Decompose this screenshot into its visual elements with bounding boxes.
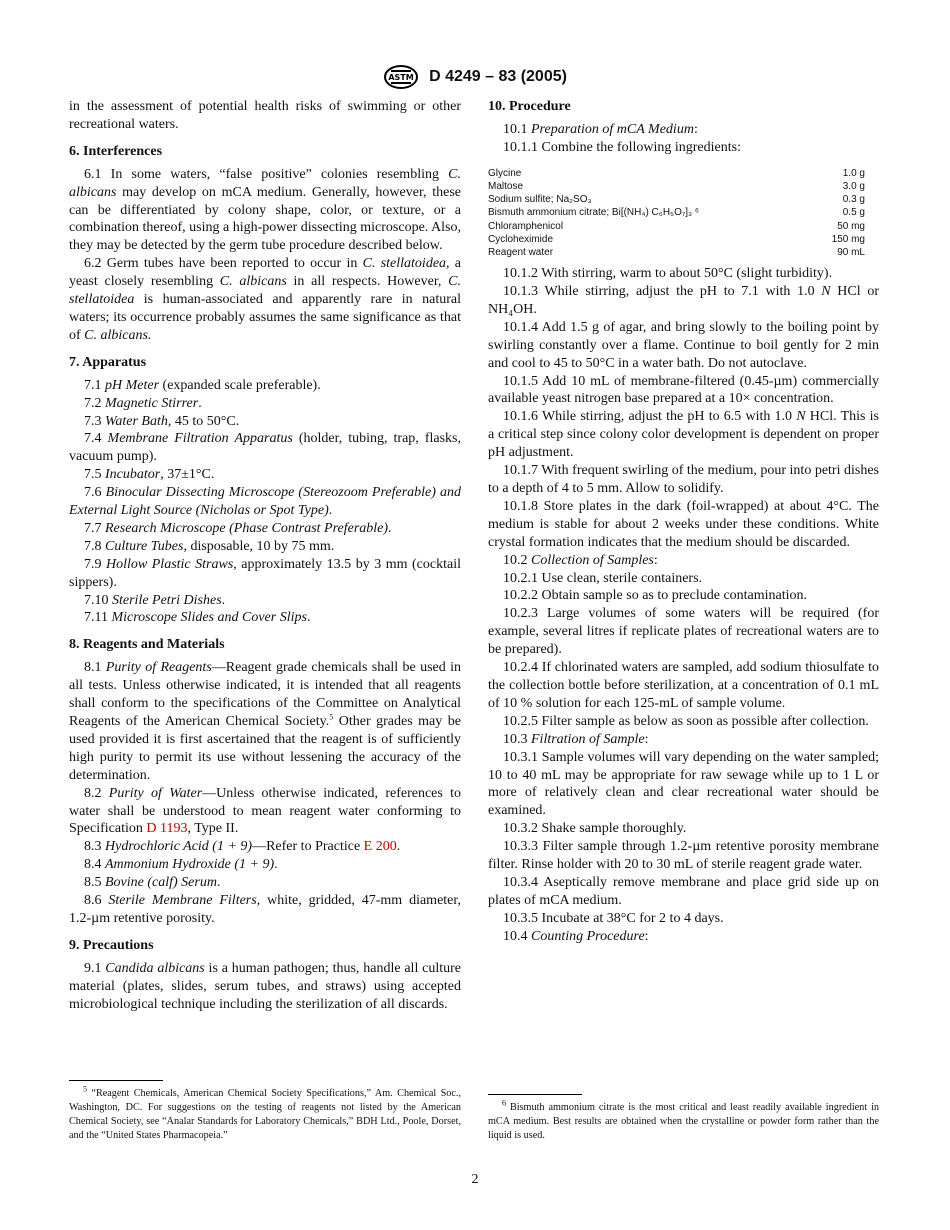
right-column [488, 98, 879, 946]
ingredient-amount: 0.5 g [842, 207, 865, 219]
ingredient-amount: 0.3 g [842, 194, 865, 206]
paragraph-10-1-3: 10.1.3 While stirring, adjust the pH to 7.1 with 1.0 N HCl or NH₄OH. [488, 284, 879, 317]
ingredients-table [488, 167, 879, 259]
paragraph-10-1-4: 10.1.4 Add 1.5 g of agar, and bring slowly to the boiling point by swirling constantly over a flame. Continue to boil gently for 2 min and cool to 45 to 50°C in a water bath. Do not autoclave. [488, 319, 879, 371]
apparatus-item: 7.9 Hollow Plastic Straws, approximately 13.5 by 3 mm (cocktail sippers). [69, 556, 461, 590]
section-heading-reagents: 8. Reagents and Materials [69, 637, 225, 653]
ingredient-row [488, 180, 879, 193]
section-heading-precautions: 9. Precautions [69, 937, 154, 953]
paragraph-10-1-1: 10.1.1 Combine the following ingredients: [503, 139, 741, 155]
apparatus-item: 7.3 Water Bath, 45 to 50°C. [84, 413, 240, 429]
paragraph-10-2-3: 10.2.3 Large volumes of some waters will be required (for example, several litres if replicate plates of recreational waters are to be prepared). [488, 606, 879, 658]
paragraph-10-1-5: 10.1.5 Add 10 mL of membrane-filtered (0.45-µm) commercially available yeast nitrogen base prepared at a 10× concentration. [488, 373, 879, 407]
section-heading-interferences: 6. Interferences [69, 143, 163, 159]
apparatus-item: 7.8 Culture Tubes, disposable, 10 by 75 mm. [84, 538, 335, 554]
paragraph-10-1-2: 10.1.2 With stirring, warm to about 50°C (slight turbidity). [503, 266, 833, 282]
ingredient-name: Bismuth ammonium citrate; Bi[(NH₄) C₆H₅O₇]₃ ⁶ [488, 207, 700, 219]
paragraph-10-2: 10.2 Collection of Samples: [503, 552, 658, 568]
footnote-text: $^5$ “Reagent Chemicals, American Chemical Society Specifications,” Am. Chemical Soc., Washington, DC. For suggestions on the testing of reagents not listed by the American Chemical Society, see “Analar Standards for Laboratory Chemicals,” BDH Ltd., Poole, Dorset, and the “United States Pharmacopeia.” [69, 1084, 461, 1141]
paragraph-10-2-4: 10.2.4 If chlorinated waters are sampled, add sodium thiosulfate to the collection bottle before sterilization, at a concentration of 0.1 mL of 10 % solution for each 125-mL of sample volume. [488, 660, 879, 711]
apparatus-item: 7.6 Binocular Dissecting Microscope (Stereozoom Preferable) and External Light Source (Nicholas or Spot Type). [69, 485, 461, 519]
footnote-5 [69, 1080, 461, 1143]
apparatus-list [69, 377, 461, 628]
document-designation: D 4249 – 83 (2005) [429, 68, 567, 85]
footnote-divider [69, 1080, 163, 1081]
ingredient-row [488, 233, 879, 246]
paragraph-8-1: 8.1 Purity of Reagents—Reagent grade chemicals shall be used in all tests. Unless otherwise indicated, it is intended that all reagents shall conform to the specifications of the Committee on Analytical Reagents of the American Chemical Society.$^5$ Other grades may be used provided it is first ascertained that the reagent is of sufficiently high purity to permit its use without lessening the accuracy of the determination. [69, 660, 462, 783]
footnote-text: $^6$ Bismuth ammonium citrate is the most critical and least readily available ingredient in mCA medium. Best results are obtained when the crystalline or powder form rather than the liquid is used. [488, 1098, 879, 1141]
paragraph-9-1: 9.1 Candida albicans is a human pathogen; thus, handle all culture material (plates, slides, serum tubes, and straws) using accepted microbiological technique including the sterilization of all discards. [69, 960, 461, 1012]
paragraph-10-2-5: 10.2.5 Filter sample as below as soon as possible after collection. [503, 713, 869, 729]
page-number: 2 [471, 1172, 479, 1187]
section-heading-apparatus: 7. Apparatus [69, 354, 147, 370]
ingredient-amount: 1.0 g [842, 167, 865, 179]
paragraph-10-1-6: 10.1.6 While stirring, adjust the pH to 6.5 with 1.0 N HCl. This is a critical step since colony color development is dependent on proper pH adjustment. [488, 409, 879, 461]
page-header [0, 64, 950, 90]
ingredient-name: Cycloheximide [488, 233, 554, 245]
paragraph-6-2: 6.2 Germ tubes have been reported to occur in C. stellatoidea, a yeast closely resembling C. albicans in all respects. However, C. stellatoidea is human-associated and apparently rare in natural waters; its occurrence probably assumes the same significance as that of C. albicans. [69, 256, 462, 343]
ingredient-name: Chloramphenicol [488, 220, 564, 232]
paragraph-10-1-7: 10.1.7 With frequent swirling of the medium, pour into petri dishes to a depth of 4 to 5 mm. Allow to solidify. [488, 463, 879, 497]
paragraph-10-3-2: 10.3.2 Shake sample thoroughly. [503, 821, 687, 837]
ingredient-amount: 50 mg [837, 220, 865, 232]
apparatus-item: 7.7 Research Microscope (Phase Contrast Preferable). [84, 520, 392, 536]
left-column [69, 98, 461, 1014]
paragraph-10-2-1: 10.2.1 Use clean, sterile containers. [503, 570, 703, 586]
section-heading-procedure: 10. Procedure [488, 99, 571, 114]
paragraph-8-5: 8.5 Bovine (calf) Serum. [84, 875, 221, 891]
paragraph-8-4: 8.4 Ammonium Hydroxide (1 + 9). [84, 857, 278, 873]
ingredient-amount: 3.0 g [842, 180, 865, 192]
astm-logo-icon [383, 64, 419, 90]
link-d1193[interactable]: D 1193 [146, 821, 188, 837]
footnote-divider [488, 1094, 582, 1095]
ingredient-name: Sodium sulfite; Na₂SO₃ [488, 194, 592, 206]
ingredient-amount: 150 mg [831, 233, 865, 245]
link-e200[interactable]: E 200 [363, 839, 397, 855]
paragraph-6-1: 6.1 In some waters, “false positive” colonies resembling C. albicans may develop on mCA medium. Generally, however, these can be differentiated by colony shape, color, or texture, or a combination thereof, using a high-power dissecting microscope. Also, they may be detected by the germ tube procedure described below. [69, 166, 461, 254]
apparatus-item: 7.4 Membrane Filtration Apparatus (holder, tubing, trap, flasks, vacuum pump). [69, 431, 462, 465]
paragraph-8-2: 8.2 Purity of Water—Unless otherwise indicated, references to water shall be understood to mean reagent water conforming to Specification D 1193, Type II. [69, 785, 462, 837]
paragraph-10-1: 10.1 Preparation of mCA Medium: [503, 121, 698, 137]
paragraph: in the assessment of potential health risks of swimming or other recreational waters. [69, 99, 461, 132]
apparatus-item: 7.2 Magnetic Stirrer. [84, 395, 202, 411]
svg-text:ASTM: ASTM [388, 73, 414, 82]
paragraph-10-2-2: 10.2.2 Obtain sample so as to preclude contamination. [503, 588, 808, 604]
ingredient-row [488, 246, 879, 259]
paragraph-10-3-4: 10.3.4 Aseptically remove membrane and place grid side up on plates of mCA medium. [488, 874, 879, 908]
paragraph-10-3-1: 10.3.1 Sample volumes will vary depending on the water sampled; 10 to 40 mL may be appropriate for raw sewage while up to 1 L or more of relatively clean and clear recreational water should be examined. [488, 749, 879, 819]
paragraph-10-4: 10.4 Counting Procedure: [503, 928, 649, 944]
paragraph-10-1-8: 10.1.8 Store plates in the dark (foil-wrapped) at about 4°C. The medium is stable for about 2 weeks under these conditions. White crystal formation indicates that the medium should be discarded. [488, 498, 879, 550]
apparatus-item: 7.10 Sterile Petri Dishes. [84, 592, 226, 608]
footnote-6 [488, 1094, 879, 1143]
ingredient-row [488, 193, 879, 206]
ingredient-row [488, 220, 879, 233]
ingredient-amount: 90 mL [837, 246, 865, 258]
paragraph-10-3: 10.3 Filtration of Sample: [503, 731, 649, 747]
paragraph-8-3: 8.3 Hydrochloric Acid (1 + 9)—Refer to Practice E 200. [84, 839, 401, 855]
apparatus-item: 7.11 Microscope Slides and Cover Slips. [84, 610, 311, 626]
paragraph-10-3-5: 10.3.5 Incubate at 38°C for 2 to 4 days. [503, 910, 724, 926]
paragraph-8-6: 8.6 Sterile Membrane Filters, white, gridded, 47-mm diameter, 1.2-µm retentive porosity. [69, 893, 461, 926]
ingredient-row [488, 167, 879, 180]
ingredient-name: Glycine [488, 167, 522, 179]
ingredient-name: Maltose [488, 180, 524, 192]
paragraph-10-3-3: 10.3.3 Filter sample through 1.2-µm retentive porosity membrane filter. Rinse holder with 20 to 30 mL of sterile reagent grade water. [488, 839, 879, 873]
ingredient-row [488, 206, 879, 219]
ingredient-name: Reagent water [488, 246, 554, 258]
apparatus-item: 7.1 pH Meter (expanded scale preferable). [84, 377, 321, 393]
apparatus-item: 7.5 Incubator, 37±1°C. [84, 467, 215, 483]
